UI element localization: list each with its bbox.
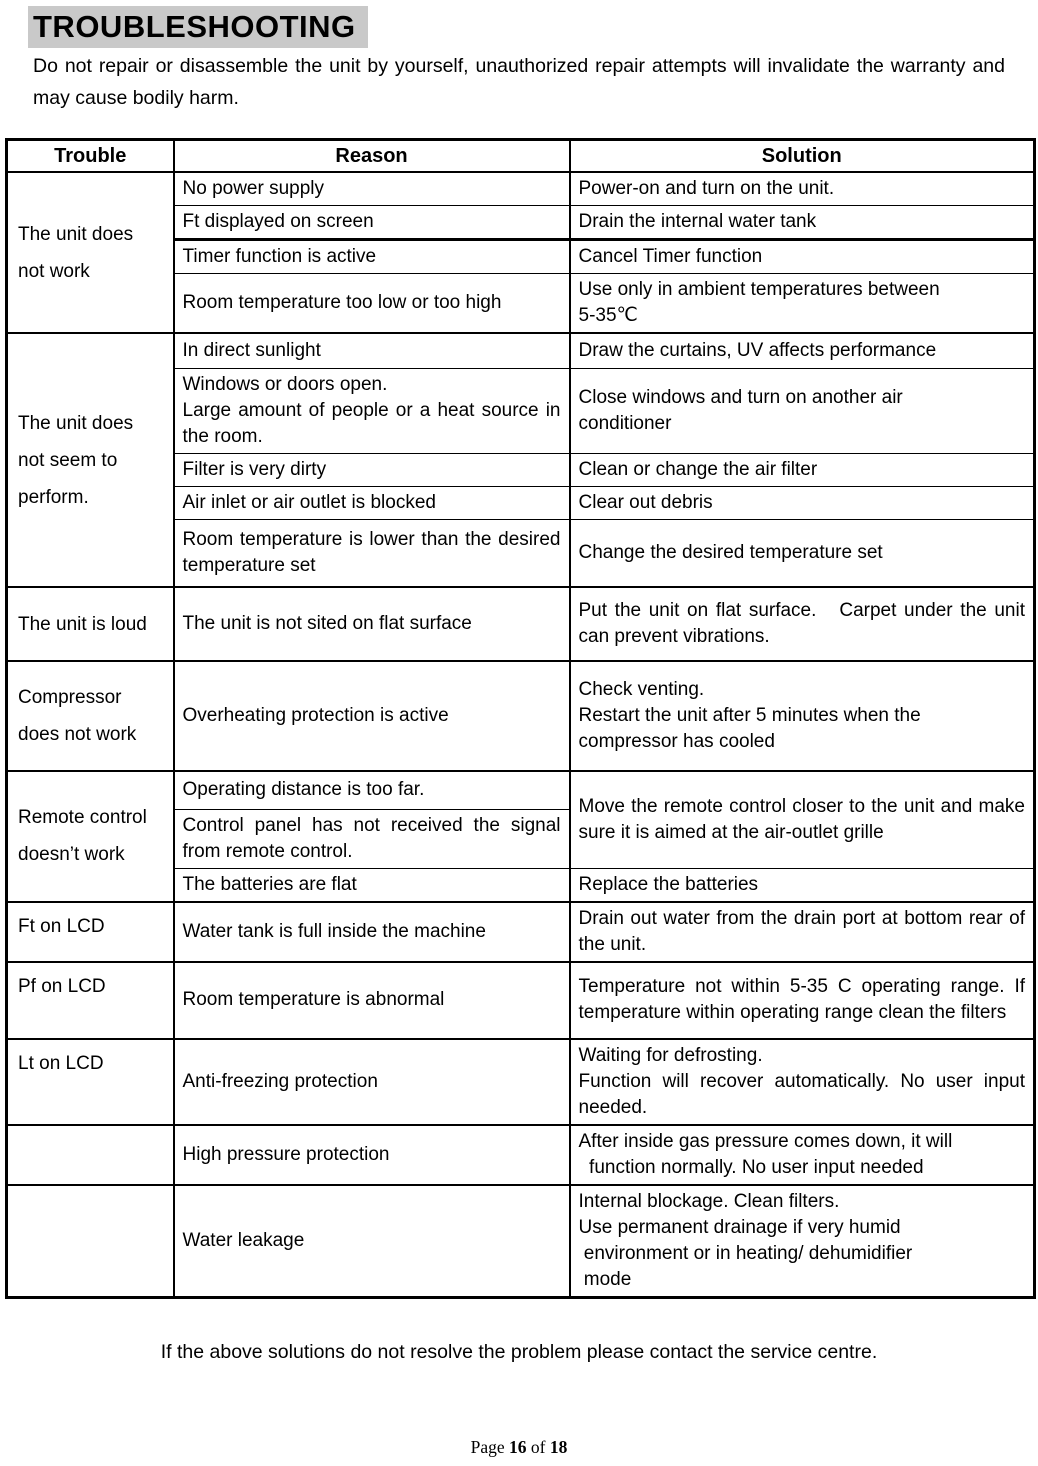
reason-cell [174, 587, 570, 661]
cell-text-line: Check venting. [578, 679, 705, 700]
reason-cell [174, 1039, 570, 1125]
solution-cell [570, 587, 1035, 661]
trouble-cell [7, 1185, 174, 1298]
reason-cell [174, 962, 570, 1039]
reason-cell [174, 172, 570, 206]
page-footer-total: 18 [549, 1437, 568, 1457]
intro-paragraph: Do not repair or disassemble the unit by yourself, unauthorized repair attempts will invalidate the warranty and may cause bodily harm. [33, 55, 1005, 109]
table-header [7, 140, 1035, 173]
cell-text-line: conditioner [578, 412, 672, 434]
cell-text-line: No power supply [182, 178, 325, 199]
reason-cell [174, 1185, 570, 1298]
closing-note: If the above solutions do not resolve the problem please contact the service centre. [160, 1340, 878, 1363]
page-footer [0, 1437, 1038, 1458]
cell-text-line: function normally. No user input needed [578, 1156, 924, 1178]
troubleshooting-table [5, 138, 1036, 1299]
cell-text-line: Use permanent drainage if very humid [578, 1216, 901, 1238]
cell-text-line: Clean or change the air filter [578, 458, 818, 480]
table-row [7, 902, 1035, 962]
cell-text-line: Filter is very dirty [182, 458, 327, 480]
cell-text-line: Windows or doors open. [182, 373, 388, 395]
trouble-cell [7, 771, 174, 902]
solution-cell [570, 661, 1035, 771]
trouble-cell [7, 172, 174, 333]
cell-text-line: Function will recover automatically. No user input needed. [578, 1070, 1025, 1118]
table-row [7, 962, 1035, 1039]
table-row [7, 587, 1035, 661]
reason-cell [174, 453, 570, 486]
solution-cell [570, 274, 1035, 334]
cell-text-line: The unit is loud [18, 613, 147, 635]
reason-cell [174, 206, 570, 240]
page-footer-prefix: Page [470, 1437, 510, 1457]
cell-text-line: Anti-freezing protection [182, 1070, 378, 1092]
cell-text-line: Timer function is active [182, 246, 377, 267]
cell-text-line: Drain the internal water tank [578, 211, 817, 232]
solution-cell [570, 368, 1035, 453]
cell-text-line: Large amount of people or a heat source in the room. [182, 399, 561, 447]
cell-text-line: Ft displayed on screen [182, 211, 374, 232]
cell-text-line: Use only in ambient temperatures between [578, 279, 940, 300]
cell-text-line: Cancel Timer function [578, 246, 763, 267]
solution-cell [570, 771, 1035, 868]
reason-cell [174, 274, 570, 334]
cell-text-line: mode [578, 1268, 632, 1290]
cell-text-line: Room temperature is abnormal [182, 989, 445, 1010]
cell-text-line: Lt on LCD [18, 1052, 104, 1074]
solution-cell [570, 240, 1035, 274]
title-section [28, 6, 1038, 48]
cell-text-line: The unit does [18, 412, 134, 434]
solution-cell [570, 206, 1035, 240]
trouble-cell [7, 1039, 174, 1125]
cell-text-line: After inside gas pressure comes down, it will [578, 1130, 953, 1152]
cell-text-line: Drain out water from the drain port at bottom rear of the unit. [578, 907, 1025, 955]
cell-text-line: The unit is not sited on flat surface [182, 613, 472, 634]
reason-cell [174, 333, 570, 368]
header-trouble: Trouble [7, 140, 174, 173]
solution-cell [570, 902, 1035, 962]
table-row [7, 771, 1035, 809]
cell-text-line: Draw the curtains, UV affects performance [578, 339, 937, 361]
cell-text-line: Control panel has not received the signal from remote control. [182, 814, 561, 862]
header-reason: Reason [174, 140, 570, 173]
solution-cell [570, 1185, 1035, 1298]
cell-text-line: Close windows and turn on another air [578, 386, 903, 408]
cell-text-line: compressor has cooled [578, 731, 775, 752]
cell-text-line: doesn’t work [18, 844, 125, 866]
trouble-cell [7, 1125, 174, 1185]
cell-text-line: Room temperature is lower than the desired temperature set [182, 528, 561, 576]
solution-cell [570, 172, 1035, 206]
solution-cell [570, 962, 1035, 1039]
reason-cell [174, 519, 570, 587]
cell-text-line: The unit does [18, 223, 134, 245]
solution-cell [570, 333, 1035, 368]
cell-text-line: Overheating protection is active [182, 705, 449, 726]
table-row [7, 1125, 1035, 1185]
trouble-cell [7, 333, 174, 587]
cell-text-line: In direct sunlight [182, 339, 321, 361]
cell-text-line: Air inlet or air outlet is blocked [182, 491, 436, 513]
cell-text-line: Replace the batteries [578, 873, 759, 895]
cell-text-line: perform. [18, 486, 89, 508]
reason-cell [174, 771, 570, 809]
reason-cell [174, 240, 570, 274]
cell-text-line: Pf on LCD [18, 975, 106, 997]
cell-text-line: environment or in heating/ dehumidifier [578, 1242, 913, 1264]
table-row [7, 1185, 1035, 1298]
cell-text-line: High pressure protection [182, 1143, 390, 1165]
table-row [7, 172, 1035, 206]
reason-cell [174, 868, 570, 902]
cell-text-line: The batteries are flat [182, 873, 357, 895]
cell-text-line: Internal blockage. Clean filters. [578, 1190, 840, 1212]
page-footer-number: 16 [509, 1437, 527, 1457]
troubleshooting-table-wrap [5, 138, 1033, 1299]
reason-cell [174, 661, 570, 771]
cell-text-line: Waiting for defrosting. [578, 1044, 763, 1066]
cell-text-line: does not work [18, 724, 137, 745]
cell-text-line: Compressor [18, 687, 122, 708]
reason-cell [174, 1125, 570, 1185]
solution-cell [570, 1125, 1035, 1185]
trouble-cell [7, 661, 174, 771]
cell-text-line: Water tank is full inside the machine [182, 920, 486, 942]
reason-cell [174, 809, 570, 868]
solution-cell [570, 453, 1035, 486]
cell-text-line: 5-35℃ [578, 305, 638, 326]
trouble-cell [7, 962, 174, 1039]
cell-text-line: Power-on and turn on the unit. [578, 178, 835, 199]
cell-text-line: Clear out debris [578, 491, 713, 513]
reason-cell [174, 902, 570, 962]
cell-text-line: Temperature not within 5-35 C operating range. If temperature within operating range clean the filters [578, 976, 1025, 1023]
cell-text-line: Remote control [18, 807, 147, 829]
cell-text-line: Move the remote control closer to the unit and make sure it is aimed at the air-outlet grille [578, 795, 1025, 843]
solution-cell [570, 1039, 1035, 1125]
table-body [7, 172, 1035, 1297]
cell-text-line: Restart the unit after 5 minutes when the [578, 705, 921, 726]
table-row [7, 1039, 1035, 1125]
page-footer-separator: of [526, 1437, 550, 1457]
cell-text-line: not seem to [18, 449, 118, 471]
page-title: TROUBLESHOOTING [28, 6, 368, 48]
table-row [7, 333, 1035, 368]
solution-cell [570, 868, 1035, 902]
reason-cell [174, 368, 570, 453]
header-row [7, 140, 1035, 173]
solution-cell [570, 486, 1035, 519]
cell-text-line: Operating distance is too far. [182, 779, 425, 801]
cell-text-line: Room temperature too low or too high [182, 292, 502, 313]
header-solution: Solution [570, 140, 1035, 173]
trouble-cell [7, 902, 174, 962]
reason-cell [174, 486, 570, 519]
cell-text-line: Water leakage [182, 1229, 305, 1251]
trouble-cell [7, 587, 174, 661]
cell-text-line: Ft on LCD [18, 915, 105, 937]
cell-text-line: Put the unit on flat surface. Carpet under the unit can prevent vibrations. [578, 600, 1025, 647]
solution-cell [570, 519, 1035, 587]
cell-text-line: not work [18, 260, 90, 282]
table-row [7, 661, 1035, 771]
cell-text-line: Change the desired temperature set [578, 541, 883, 563]
